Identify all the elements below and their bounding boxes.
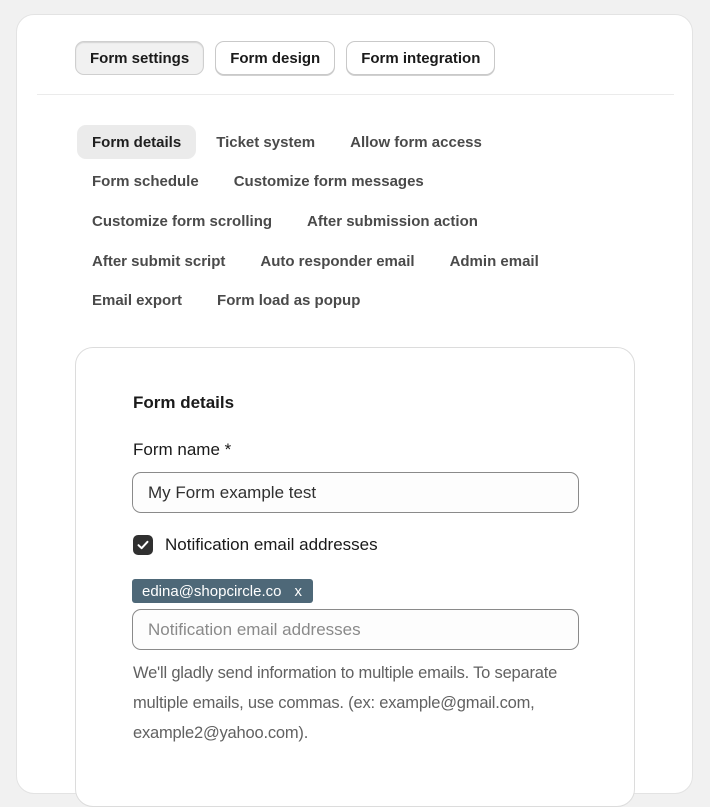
panel-title: Form details [133, 393, 235, 412]
subtab-form-load-as-popup[interactable]: Form load as popup [217, 292, 361, 310]
subtab-after-submission-action[interactable]: After submission action [307, 212, 478, 230]
subtab-ticket-system[interactable]: Ticket system [216, 133, 316, 151]
sub-tab-row [77, 125, 597, 159]
form-name-input[interactable] [132, 472, 579, 513]
sub-tab-row [77, 284, 597, 318]
sub-tab-row [77, 204, 597, 238]
subtab-admin-email[interactable]: Admin email [449, 252, 539, 270]
sub-tab-nav [77, 125, 597, 323]
notification-checkbox-label: Notification email addresses [165, 535, 378, 554]
notification-checkbox-row [133, 535, 378, 555]
sub-tab-row [77, 165, 597, 199]
subtab-allow-form-access[interactable]: Allow form access [350, 133, 482, 151]
sub-tab-row [77, 244, 597, 278]
top-tab-bar [75, 41, 495, 75]
tab-form-design[interactable]: Form design [215, 41, 335, 75]
subtab-customize-form-scrolling[interactable]: Customize form scrolling [92, 212, 273, 230]
subtab-email-export[interactable]: Email export [92, 292, 183, 310]
subtab-form-details[interactable]: Form details [77, 125, 196, 159]
subtab-customize-form-messages[interactable]: Customize form messages [233, 173, 424, 191]
email-tag-remove-button[interactable]: x [294, 582, 302, 600]
subtab-after-submit-script[interactable]: After submit script [92, 252, 226, 270]
header-divider [37, 94, 674, 95]
notification-checkbox[interactable] [133, 535, 153, 555]
help-text: We'll gladly send information to multiple emails. To separate multiple emails, use commas. (ex: example@gmail.com, example2@yahoo.com). [133, 664, 558, 742]
tab-form-integration[interactable]: Form integration [346, 41, 495, 75]
email-tag [132, 579, 313, 603]
form-name-label: Form name * [133, 440, 232, 459]
tab-form-settings[interactable]: Form settings [75, 41, 204, 75]
form-details-panel [75, 347, 635, 807]
subtab-auto-responder-email[interactable]: Auto responder email [260, 252, 415, 270]
settings-card [16, 14, 693, 794]
email-tag-text: edina@shopcircle.co [142, 582, 282, 600]
notification-email-input[interactable] [132, 609, 579, 650]
checkmark-icon [136, 538, 150, 552]
subtab-form-schedule[interactable]: Form schedule [92, 173, 199, 191]
